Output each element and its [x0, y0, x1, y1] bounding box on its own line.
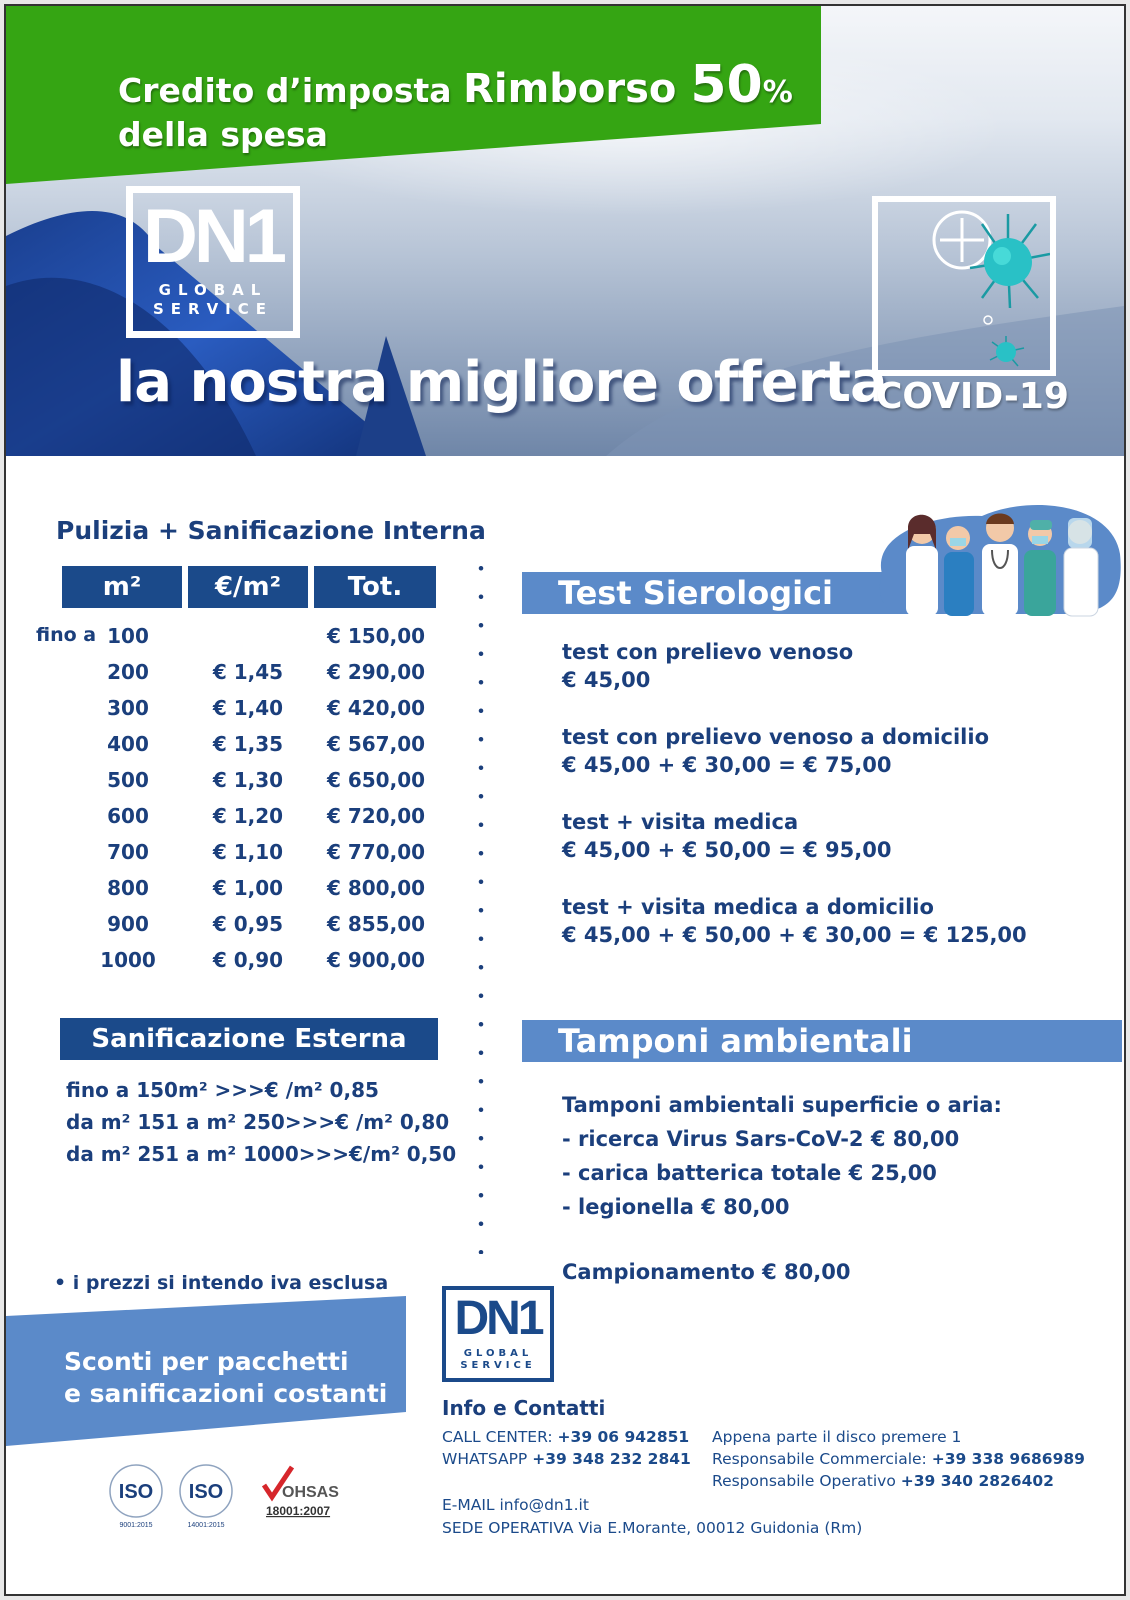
covid-label: COVID-19	[876, 376, 1069, 417]
logo-sub-service: SERVICE	[152, 300, 274, 318]
hero-title: la nostra migliore offerta	[116, 350, 887, 415]
tamponi-line: Tamponi ambientali superficie o aria:	[562, 1093, 1002, 1117]
cell-m2: 200	[107, 660, 149, 684]
table-row	[6, 660, 466, 690]
operational-label: Responsabile Operativo	[712, 1472, 901, 1490]
dn1-logo-small	[442, 1286, 554, 1382]
dotted-divider	[478, 554, 484, 1254]
table-header-total: Tot.	[314, 566, 436, 608]
test-name: test con prelievo venoso	[562, 640, 854, 664]
sierologici-list	[562, 638, 1027, 978]
table-row	[6, 624, 466, 654]
sierologici-title-bar: Test Sierologici	[522, 572, 992, 614]
svg-text:14001:2015: 14001:2015	[187, 1522, 225, 1529]
table-row	[6, 912, 466, 942]
logo-sub-global: GLOBAL	[463, 1348, 533, 1359]
row-prefix: fino a	[36, 624, 97, 646]
banner-text-2: Rimborso	[463, 66, 691, 112]
ohsas-badge	[264, 1467, 339, 1518]
table-row	[6, 732, 466, 762]
whatsapp-label: WHATSAPP	[442, 1450, 533, 1468]
logo-sub-global: GLOBAL	[158, 281, 268, 299]
sierologici-item	[562, 808, 1027, 864]
banner-percent-value: 50	[690, 55, 763, 115]
operational-number[interactable]: +39 340 2826402	[900, 1472, 1054, 1490]
promo-text	[64, 1346, 387, 1410]
tamponi-line: - legionella € 80,00	[562, 1195, 790, 1219]
test-price: € 45,00 + € 50,00 + € 30,00 = € 125,00	[562, 923, 1027, 947]
test-price: € 45,00 + € 50,00 = € 95,00	[562, 838, 892, 862]
table-row	[6, 948, 466, 978]
banner-text-1: Credito d’imposta	[118, 71, 464, 110]
medical-staff-illustration	[872, 494, 1124, 618]
tamponi-title-bar: Tamponi ambientali	[522, 1020, 1122, 1062]
cell-m2: 500	[107, 768, 149, 792]
esterna-line: da m² 251 a m² 1000>>>€/m² 0,50	[66, 1142, 457, 1166]
esterna-price-list	[66, 1074, 456, 1170]
svg-text:9001:2015: 9001:2015	[119, 1522, 153, 1529]
commercial-label: Responsabile Commerciale:	[712, 1450, 932, 1468]
esterna-line: da m² 151 a m² 250>>>€ /m² 0,80	[66, 1110, 450, 1134]
esterna-title-bar: Sanificazione Esterna	[60, 1018, 438, 1060]
test-name: test con prelievo venoso a domicilio	[562, 725, 990, 749]
tax-credit-banner	[118, 56, 793, 154]
table-row	[6, 804, 466, 834]
cell-price: € 1,30	[212, 768, 284, 792]
table-row	[6, 840, 466, 870]
cell-m2: 900	[107, 912, 149, 936]
cell-price: € 1,20	[212, 804, 284, 828]
cell-total: € 720,00	[326, 804, 426, 828]
certifications	[106, 1461, 366, 1531]
cell-total: € 567,00	[326, 732, 426, 756]
table-row	[6, 876, 466, 906]
table-row	[6, 696, 466, 726]
test-name: test + visita medica	[562, 810, 799, 834]
svg-text:ISO: ISO	[118, 1481, 154, 1503]
banner-text-line2: della spesa	[118, 114, 328, 154]
cell-price: € 1,40	[212, 696, 284, 720]
iso-14001-badge	[180, 1465, 232, 1529]
callcenter-note: Appena parte il disco premere 1	[712, 1428, 962, 1446]
logo-wordmark: DN1	[454, 1292, 542, 1345]
iso-9001-badge	[110, 1465, 162, 1529]
interna-title: Pulizia + Sanificazione Interna	[56, 516, 486, 545]
whatsapp-number[interactable]: +39 348 232 2841	[532, 1450, 691, 1468]
cell-total: € 650,00	[326, 768, 426, 792]
sierologici-item	[562, 638, 1027, 694]
table-header-price: €/m²	[188, 566, 308, 608]
covid-virus-illustration	[872, 196, 1056, 376]
svg-text:ISO: ISO	[188, 1481, 224, 1503]
svg-text:OHSAS: OHSAS	[282, 1484, 339, 1501]
logo-sub-service: SERVICE	[460, 1360, 536, 1371]
cell-price: € 0,90	[212, 948, 284, 972]
cell-price: € 1,00	[212, 876, 284, 900]
cell-m2: 700	[107, 840, 149, 864]
cell-total: € 900,00	[326, 948, 426, 972]
cell-total: € 150,00	[326, 624, 426, 648]
contacts-title: Info e Contatti	[442, 1396, 606, 1420]
callcenter-number[interactable]: +39 06 942851	[557, 1428, 690, 1446]
vat-note: • i prezzi si intendo iva esclusa	[54, 1272, 389, 1294]
cell-total: € 290,00	[326, 660, 426, 684]
cell-m2: 400	[107, 732, 149, 756]
cell-m2: 600	[107, 804, 149, 828]
cell-m2: 100	[107, 624, 149, 648]
cell-price: € 1,35	[212, 732, 284, 756]
cell-total: € 800,00	[326, 876, 426, 900]
office-address: SEDE OPERATIVA Via E.Morante, 00012 Guidonia (Rm)	[442, 1519, 863, 1537]
cell-price: € 1,10	[212, 840, 284, 864]
cell-price: € 0,95	[212, 912, 284, 936]
banner-percent-sign: %	[762, 75, 793, 110]
cell-m2: 1000	[100, 948, 156, 972]
commercial-contact	[712, 1450, 1085, 1468]
cell-m2: 300	[107, 696, 149, 720]
cell-total: € 855,00	[326, 912, 426, 936]
tamponi-line: - carica batterica totale € 25,00	[562, 1161, 937, 1185]
cell-m2: 800	[107, 876, 149, 900]
tamponi-line: - ricerca Virus Sars-CoV-2 € 80,00	[562, 1127, 960, 1151]
tamponi-list	[562, 1088, 1002, 1224]
sierologici-item	[562, 723, 1027, 779]
campionamento-price: Campionamento € 80,00	[562, 1260, 851, 1284]
logo-wordmark: DN1	[142, 194, 284, 279]
email-link[interactable]: E-MAIL info@dn1.it	[442, 1496, 589, 1514]
virus-icon	[878, 202, 1050, 370]
flyer-page	[4, 4, 1126, 1596]
svg-text:18001:2007: 18001:2007	[266, 1504, 331, 1518]
hero-header	[6, 6, 1124, 456]
test-price: € 45,00 + € 30,00 = € 75,00	[562, 753, 892, 777]
callcenter-line	[442, 1428, 689, 1446]
cell-total: € 770,00	[326, 840, 426, 864]
whatsapp-line	[442, 1450, 691, 1468]
test-price: € 45,00	[562, 668, 651, 692]
table-row	[6, 768, 466, 798]
dn1-logo	[126, 186, 300, 338]
operational-contact	[712, 1472, 1054, 1490]
test-name: test + visita medica a domicilio	[562, 895, 934, 919]
esterna-line: fino a 150m² >>>€ /m² 0,85	[66, 1078, 379, 1102]
table-header-m2: m²	[62, 566, 182, 608]
commercial-number[interactable]: +39 338 9686989	[931, 1450, 1085, 1468]
callcenter-label: CALL CENTER:	[442, 1428, 558, 1446]
sierologici-item	[562, 893, 1027, 949]
promo-line1: Sconti per pacchetti	[64, 1347, 349, 1376]
cell-total: € 420,00	[326, 696, 426, 720]
promo-line2: e sanificazioni costanti	[64, 1379, 388, 1408]
cell-price: € 1,45	[212, 660, 284, 684]
